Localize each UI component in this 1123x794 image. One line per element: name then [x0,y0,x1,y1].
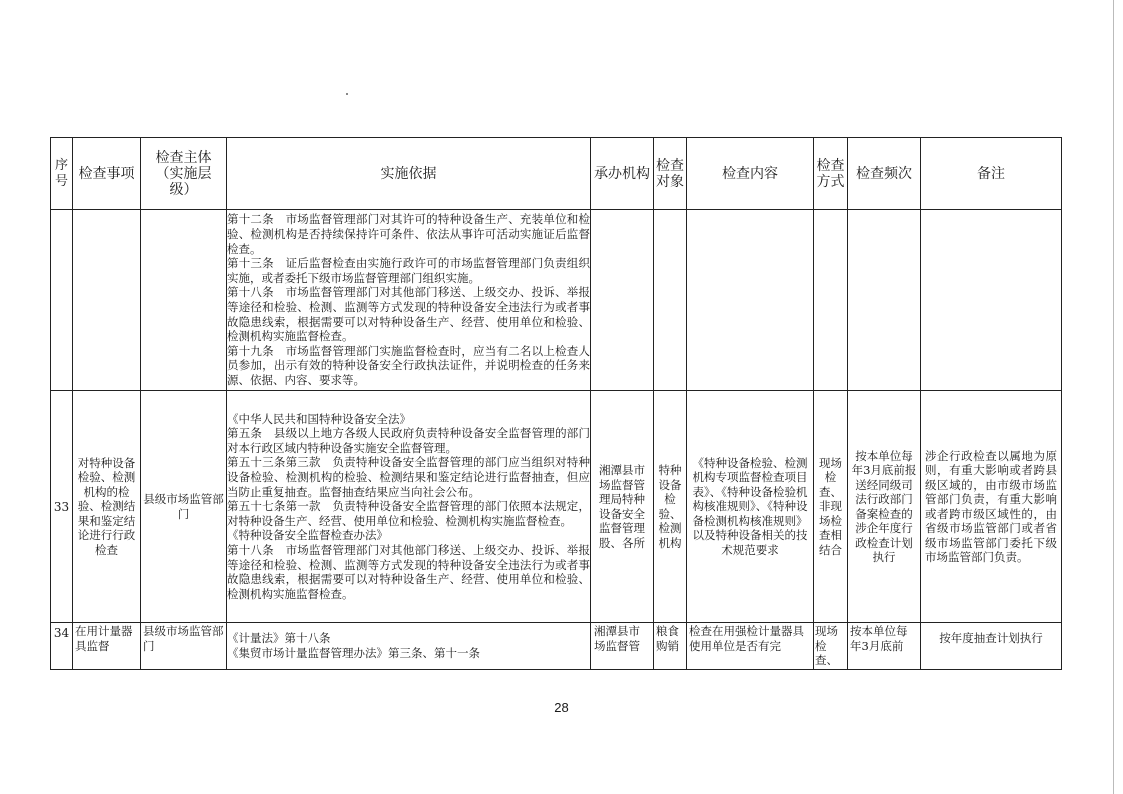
basis-cell: 《计量法》第十八条 《集贸市场计量监督管理办法》第三条、第十一条 [227,623,591,670]
remark: 涉企行政检查以属地为原则，有重大影响或者跨县级区域的，由市级市场监管部门负责，有重大影响或者跨市级区域性的，由省级市场监管部门或者省级市场监管部门委托下级市场监管部门负责。 [921,391,1062,623]
handling-org: 湘潭县市场监督管 [591,623,654,670]
inspection-table [50,137,1062,670]
header-freq: 检查频次 [848,138,921,210]
inspection-item: 在用计量器具监督 [73,623,141,670]
header-org: 承办机构 [591,138,654,210]
inspection-target: 粮食购销 [654,623,687,670]
page-number: 28 [554,700,569,715]
inspection-subject: 县级市场监管部门 [141,391,227,623]
table-row-33 [51,391,1062,623]
inspection-method: 现场检查、非现场检查相结合 [814,391,848,623]
header-remark: 备注 [921,138,1062,210]
handling-org: 湘潭县市场监督管理局特种设备安全监督管理股、各所 [591,391,654,623]
remark: 按年度抽查计划执行 [921,623,1062,670]
row-number: 33 [51,391,73,623]
inspection-content: 检查在用强检计量器具使用单位是否有完 [687,623,814,670]
basis-cell: 《中华人民共和国特种设备安全法》 第五条 县级以上地方各级人民政府负责特种设备安全监督管理的部门对本行政区域内特种设备实施安全监督管理。 第五十三条第三款 负责特种设备安全监督管理的部门应当组织对特种设备检验、检测机构的检验、检测结果和鉴定结论进行监督抽查，但应当防止重复抽查。监督抽查结果应当向社会公布。 第五十七条第一款 负责特种设备安全监督管理的部门依照本法规定，对特种设备生产、经营、使用单位和检验、检测机构实施监督检查。 《特种设备安全监督检查办法》 第十八条 市场监督管理部门对其他部门移送、上级交办、投诉、举报等途径和检验、检测、监测等方式发现的特种设备安全违法行为或者事故隐患线索，根据需要可以对特种设备生产、经营、使用单位和检验、检测机构实施监督检查。 [227,391,591,623]
inspection-method: 现场检查、 [814,623,848,670]
header-content: 检查内容 [687,138,814,210]
inspection-content: 《特种设备检验、检测机构专项监督检查项目表》、《特种设备检验机构核准规则》、《特种设备检测机构核准规则》以及特种设备相关的技术规范要求 [687,391,814,623]
inspection-target: 特种设备检验、检测机构 [654,391,687,623]
header-row [51,138,1062,210]
scan-dot [346,93,348,95]
header-basis: 实施依据 [227,138,591,210]
header-target: 检查对象 [654,138,687,210]
table-row-continued [51,210,1062,391]
inspection-subject: 县级市场监管部门 [141,623,227,670]
header-num: 序号 [51,138,73,210]
inspection-frequency: 按本单位每年3月底前 [848,623,921,670]
header-subject: 检查主体（实施层级） [141,138,227,210]
scan-edge-line [1113,0,1114,794]
row-number: 34 [51,623,73,670]
header-method: 检查方式 [814,138,848,210]
header-item: 检查事项 [73,138,141,210]
inspection-frequency: 按本单位每年3月底前报送经同级司法行政部门备案检查的涉企年度行政检查计划执行 [848,391,921,623]
basis-cell: 第十二条 市场监督管理部门对其许可的特种设备生产、充装单位和检验、检测机构是否持续保持许可条件、依法从事许可活动实施证后监督检查。 第十三条 证后监督检查由实施行政许可的市场监督管理部门负责组织实施，或者委托下级市场监督管理部门组织实施。 第十八条 市场监督管理部门对其他部门移送、上级交办、投诉、举报等途径和检验、检测、监测等方式发现的特种设备安全违法行为或者事故隐患线索，根据需要可以对特种设备生产、经营、使用单位和检验、检测机构实施监督检查。 第十九条 市场监督管理部门实施监督检查时，应当有二名以上检查人员参加，出示有效的特种设备安全行政执法证件，并说明检查的任务来源、依据、内容、要求等。 [227,210,591,391]
inspection-item: 对特种设备检验、检测机构的检验、检测结果和鉴定结论进行行政检查 [73,391,141,623]
table-row-34 [51,623,1062,670]
